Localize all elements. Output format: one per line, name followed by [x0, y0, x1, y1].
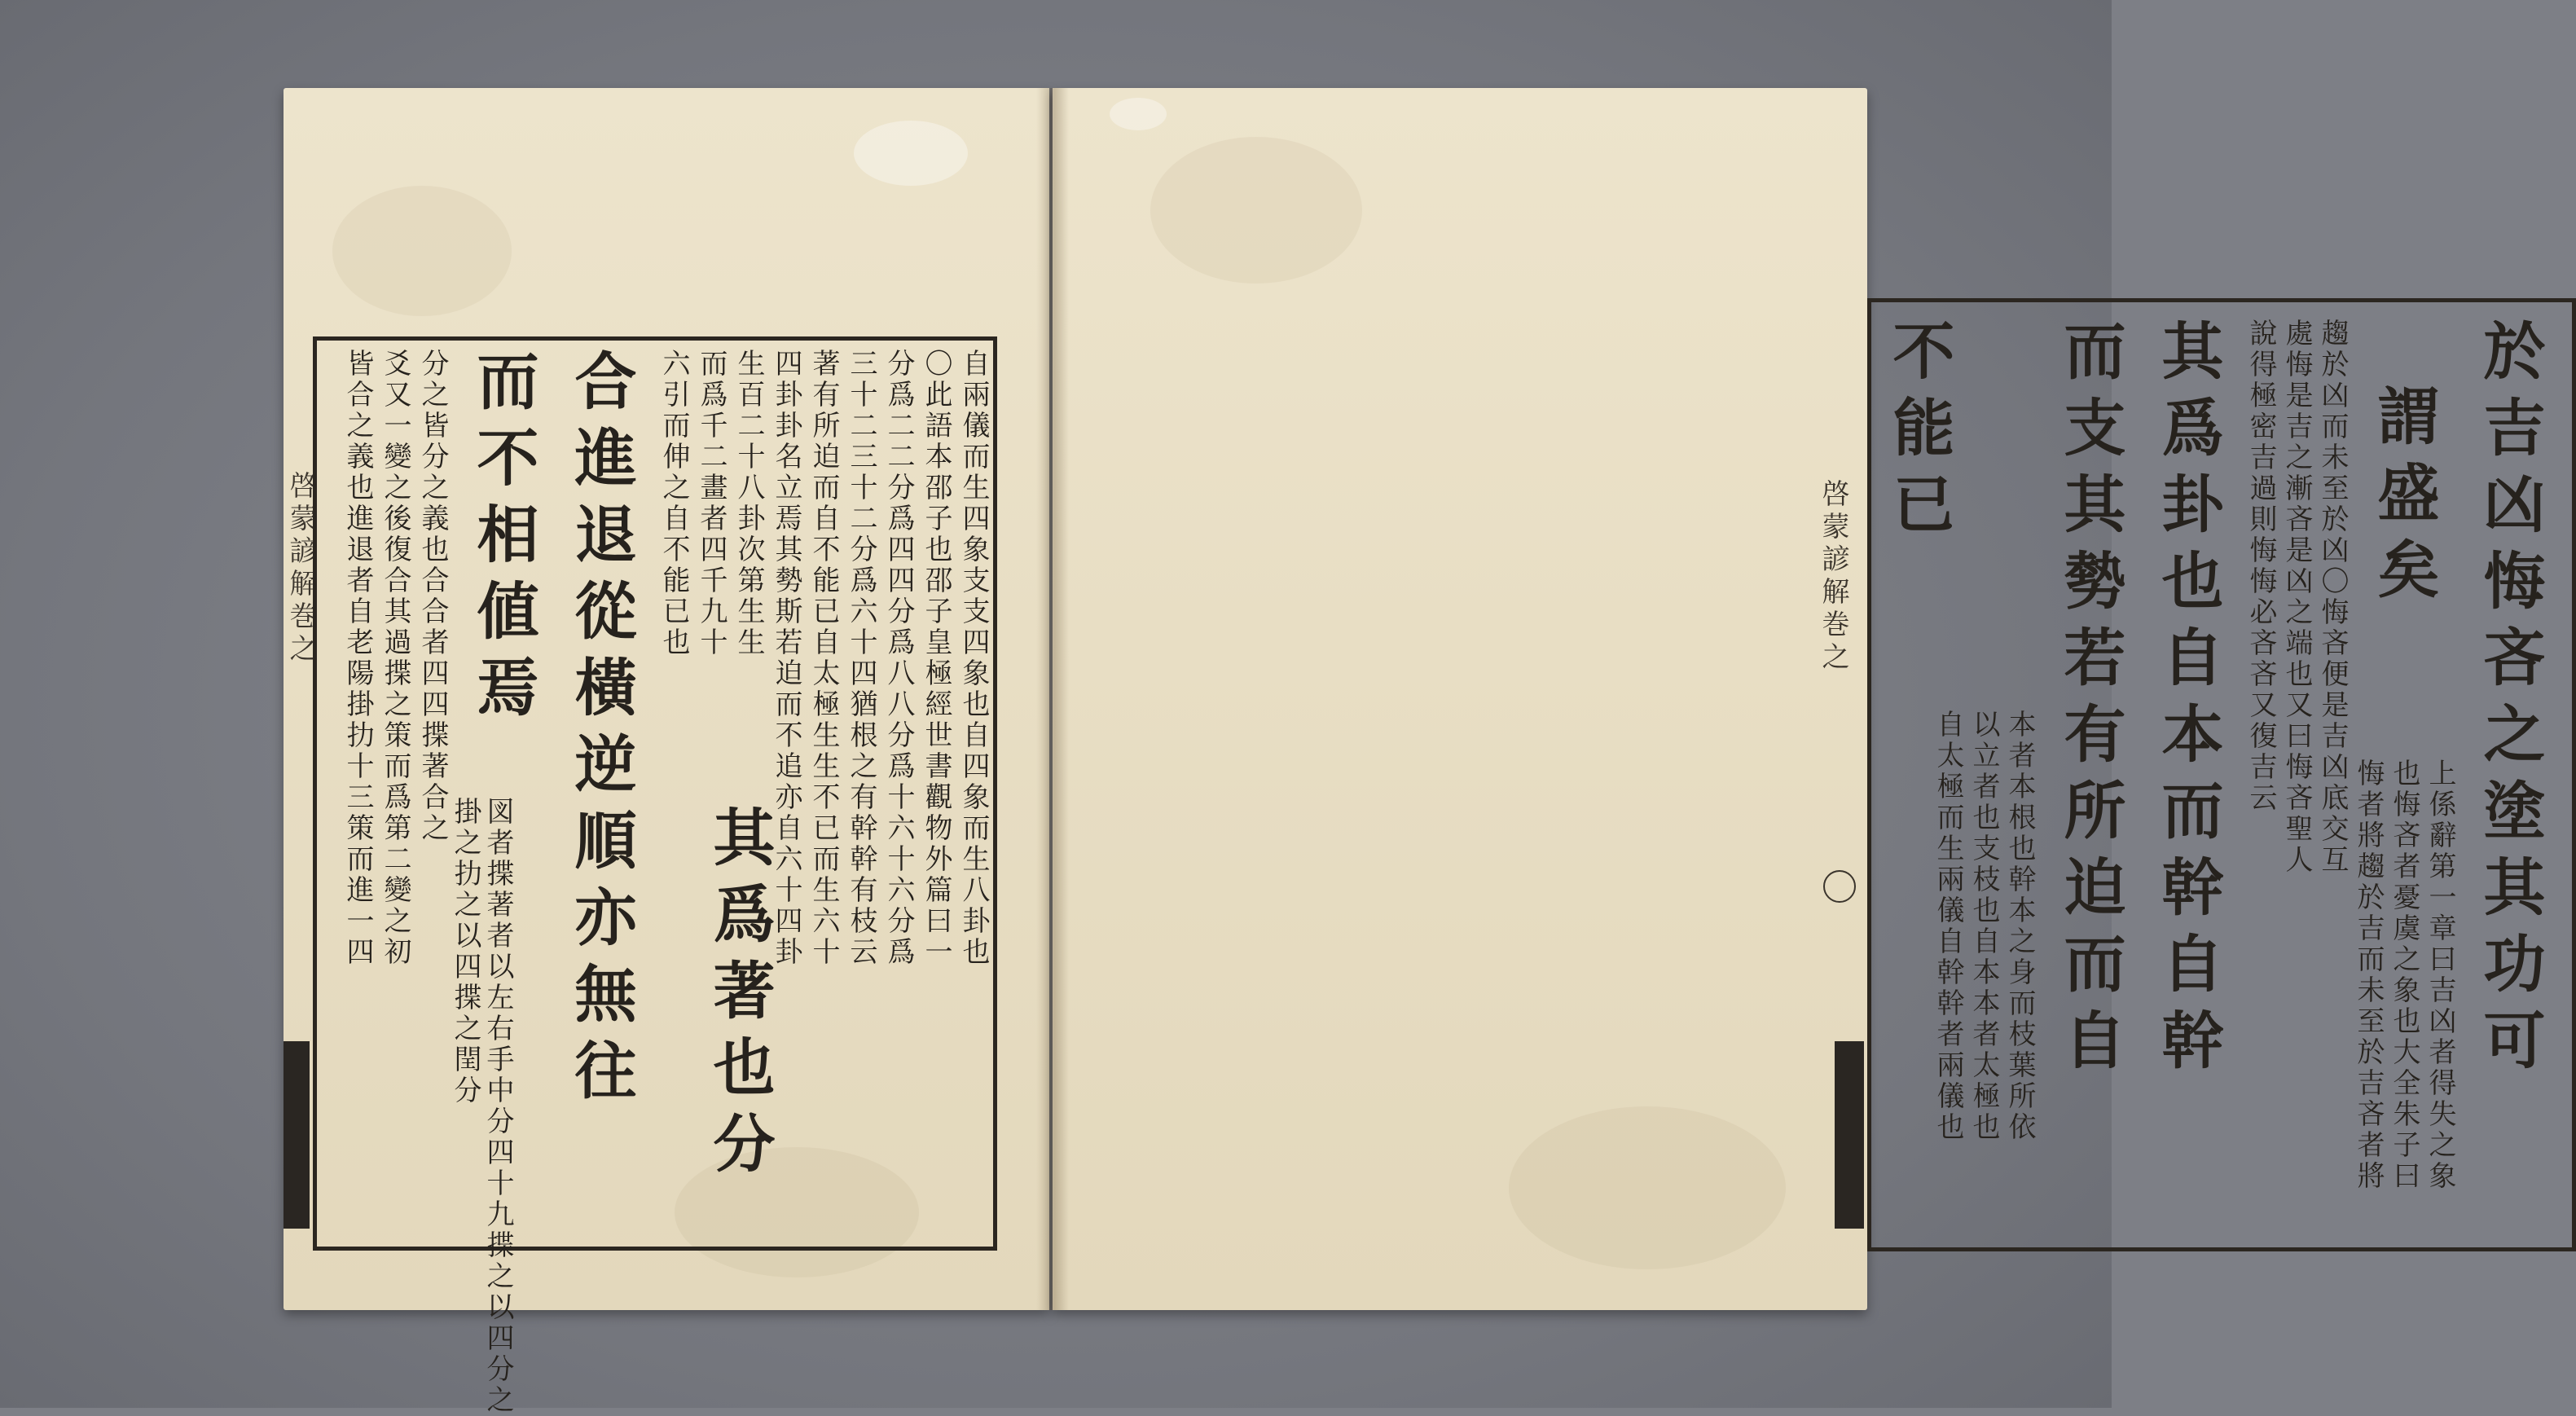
text-column: 分之皆分之義也合合者四四揲著合之 [416, 349, 449, 844]
paper-stain [1150, 137, 1362, 284]
text-column: 爻又一變之後復合其過揲之策而爲第二變之初 [379, 349, 411, 968]
text-column: 本者本根也幹本之身而枝葉所依 [2003, 710, 2036, 1143]
text-column-large: 而支其勢若有所迫而自 [2054, 319, 2126, 1084]
text-column: 四卦卦名立焉其勢斯若迫而不追亦自六十四卦 [770, 349, 802, 968]
text-column-large: 謂盛矣 [2367, 384, 2440, 613]
text-column: 著有所迫而自不能已自太極生生不已而生六十 [807, 349, 840, 968]
text-column-large: 不能已 [1883, 319, 1955, 548]
text-column-large: 而不相値焉 [467, 349, 539, 732]
right-text-frame [1867, 298, 2576, 1251]
text-column: 也悔吝者憂虞之象也大全朱子曰 [2388, 759, 2420, 1192]
right-edge-tab [1835, 1041, 1864, 1229]
text-column: 悔者將趨於吉而未至於吉吝者將 [2352, 759, 2385, 1192]
text-column: 掛之扐之以四揲之閏分 [449, 797, 481, 1106]
left-text-frame [313, 336, 997, 1416]
left-page [284, 88, 1049, 1416]
text-column: 〇此語本邵子也邵子皇極經世書觀物外篇曰一 [920, 349, 952, 968]
fold-mark-icon [1823, 870, 1856, 903]
text-column: 說得極密吉過則悔悔必吝吝又復吉云 [2244, 319, 2277, 814]
text-column: 六引而伸之自不能已也 [657, 349, 690, 658]
text-column: 趨於凶而未至於凶〇悔吝便是吉凶底交互 [2316, 319, 2349, 876]
paper-stain [1509, 1106, 1786, 1269]
open-book [284, 88, 2546, 1416]
text-column: 處悔是吉之漸吝是凶之端也又曰悔吝聖人 [2280, 319, 2313, 876]
text-column: 図者揲著者以左右手中分四十九揲之以四分之 [481, 797, 514, 1416]
text-column-large: 合進退從橫逆順亦無往 [565, 349, 637, 1115]
paper-wormhole [854, 121, 968, 186]
text-column: 以立者也支枝也自本本者太極也 [1967, 710, 2000, 1143]
text-column: 分爲二二分爲四四分爲八八分爲十六十六分爲 [882, 349, 915, 968]
paper-wormhole [1110, 98, 1167, 130]
book-gutter [1036, 88, 1069, 1310]
text-column: 自兩儀而生四象支支四象也自四象而生八卦也 [957, 349, 990, 968]
text-column: 上係辭第一章曰吉凶者得失之象 [2424, 759, 2456, 1192]
text-column: 而爲千二畫者四千九十 [695, 349, 728, 658]
text-column-large: 其爲著也分 [703, 805, 776, 1188]
paper-stain [332, 186, 512, 316]
text-column: 生百二十八卦次第生生 [732, 349, 765, 658]
left-margin-title: 啓蒙諺解巻之 [284, 471, 317, 666]
text-column: 三十二三十二分爲六十四猶根之有幹幹有枝云 [845, 349, 877, 968]
text-column-large: 於吉凶悔吝之塗其功可 [2473, 319, 2546, 1084]
text-column: 皆合之義也進退者自老陽掛扐十三策而進一四 [341, 349, 374, 968]
text-column-large: 其爲卦也自本而幹自幹 [2152, 319, 2224, 1084]
right-page [1053, 88, 2546, 1310]
right-margin-title: 啓蒙諺解巻之 [1817, 479, 1849, 675]
left-edge-tab [284, 1041, 310, 1229]
text-column: 自太極而生兩儀自幹幹者兩儀也 [1932, 710, 1964, 1143]
